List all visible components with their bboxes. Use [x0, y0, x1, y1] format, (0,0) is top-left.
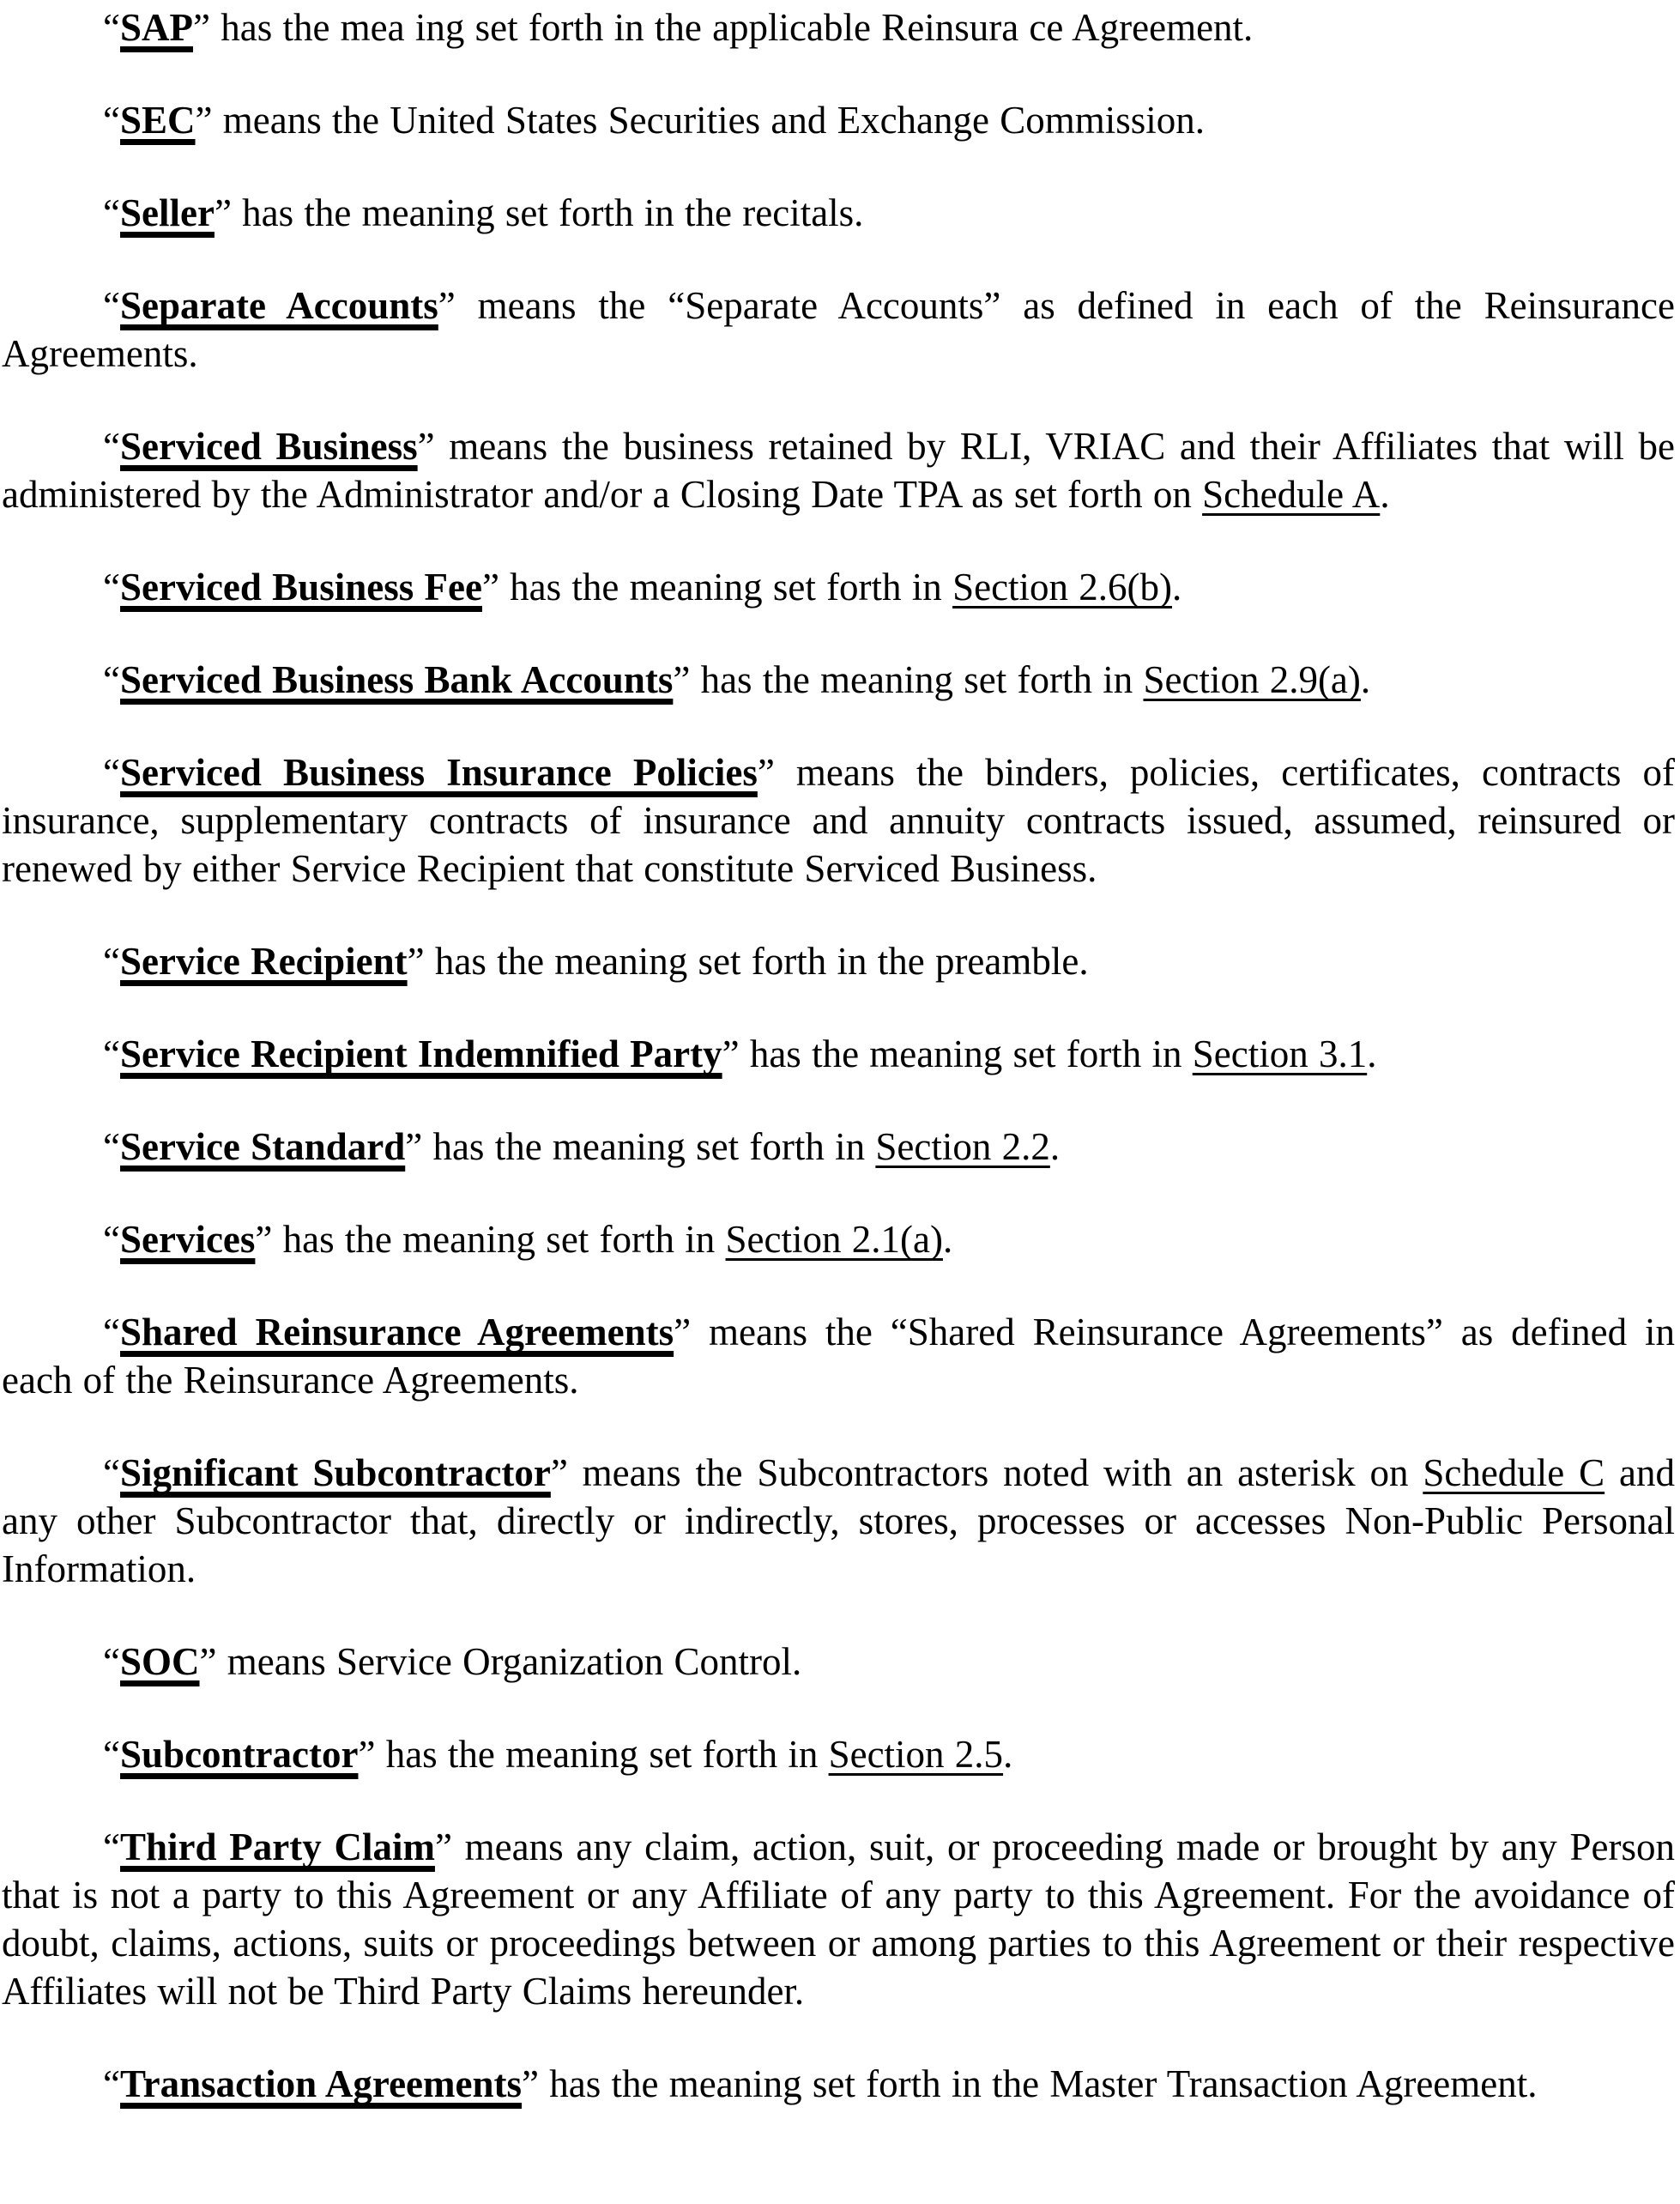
text-run: ” has the meaning set forth in [405, 1125, 876, 1168]
definition-paragraph [2, 1730, 1675, 1778]
definition-paragraph [2, 96, 1675, 144]
text-run: . [942, 1218, 953, 1261]
defined-term: Services [119, 1218, 256, 1261]
text-run: . [1049, 1125, 1061, 1168]
text-run: ” has the meaning set forth in the preamble. [407, 940, 1089, 983]
text-run: “ [103, 1218, 120, 1261]
section-reference: Schedule A [1202, 473, 1381, 516]
text-run: “ [103, 658, 120, 701]
defined-term: Service Recipient Indemnified Party [119, 1032, 722, 1075]
defined-term: Third Party Claim [119, 1826, 435, 1868]
text-run: “ [103, 99, 120, 142]
definition-paragraph [2, 2060, 1675, 2108]
defined-term: Significant Subcontractor [119, 1451, 551, 1494]
definition-paragraph [2, 422, 1675, 518]
text-run: “ [103, 284, 120, 327]
defined-term: Serviced Business Bank Accounts [119, 658, 674, 701]
definition-paragraph [2, 282, 1675, 378]
defined-term: Serviced Business [119, 425, 418, 468]
text-run: ” has the meaning set forth in the recitals. [214, 191, 864, 234]
text-run: “ [103, 191, 120, 234]
defined-term: Seller [119, 191, 215, 234]
section-reference: Section 2.9(a) [1143, 658, 1361, 701]
text-run: and any other Subcontractor that, directly or indirectly, stores, processes or accesses Non-Public Personal Information. [2, 1451, 1675, 1590]
defined-term: SOC [119, 1640, 200, 1683]
definition-paragraph [2, 1638, 1675, 1686]
defined-term: Service Recipient [119, 940, 408, 983]
defined-term: Separate Accounts [119, 284, 438, 327]
text-run: ” means the United States Securities and Exchange Commission. [195, 99, 1206, 142]
definition-paragraph [2, 3, 1675, 51]
text-run: ” has the meaning set forth in [255, 1218, 726, 1261]
text-run: . [1367, 1032, 1377, 1075]
section-reference: Section 2.5 [828, 1733, 1004, 1776]
defined-term: Service Standard [119, 1125, 406, 1168]
text-run: “ [103, 6, 120, 49]
definition-paragraph [2, 1215, 1675, 1263]
text-run: “ [103, 425, 120, 468]
text-run: “ [103, 751, 120, 794]
section-reference: Section 2.6(b) [952, 566, 1173, 609]
definition-paragraph [2, 748, 1675, 893]
text-run: ” means the business retained by RLI, VRIAC and their Affiliates that will be administered by the Administrator and/or a Closing Date TPA as set forth on [2, 425, 1675, 516]
text-run: “ [103, 1311, 120, 1353]
text-run: “ [103, 1640, 120, 1683]
text-run: ” has the meaning set forth in [722, 1032, 1193, 1075]
text-run: ” means Service Organization Control. [199, 1640, 802, 1683]
text-run: “ [103, 2062, 120, 2105]
defined-term: Transaction Agreements [119, 2062, 523, 2105]
defined-term: Serviced Business Insurance Policies [119, 751, 758, 794]
definition-paragraph [2, 937, 1675, 985]
section-reference: Section 2.2 [875, 1125, 1050, 1168]
text-run: “ [103, 566, 120, 609]
text-run: ” has the meaning set forth in [358, 1733, 829, 1776]
defined-term: SAP [119, 6, 193, 49]
definition-paragraph [2, 189, 1675, 237]
definition-paragraph [2, 656, 1675, 704]
text-run: . [1003, 1733, 1013, 1776]
text-run: ” has the meaning set forth in [673, 658, 1144, 701]
text-run: ” has the mea ing set forth in the applicable Reinsura ce Agreement. [193, 6, 1254, 49]
definition-paragraph [2, 1123, 1675, 1171]
text-run: ” has the meaning set forth in [481, 566, 953, 609]
text-run: ” means the “Shared Reinsurance Agreements” as defined in each of the Reinsurance Agreements. [2, 1311, 1675, 1402]
text-run: “ [103, 1451, 120, 1494]
text-run: “ [103, 1733, 120, 1776]
section-reference: Section 2.1(a) [725, 1218, 943, 1261]
text-run: ” means the Subcontractors noted with an asterisk on [550, 1451, 1423, 1494]
text-run: . [1380, 473, 1390, 516]
section-reference: Schedule C [1423, 1451, 1605, 1494]
text-run: ” means the binders, policies, certificates, contracts of insurance, supplementary contracts of insurance and annuity contracts issued, assumed, reinsured or renewed by either Service Recipient that constitute Serviced Business. [2, 751, 1675, 890]
definition-paragraph [2, 1030, 1675, 1078]
definition-paragraph [2, 1823, 1675, 2015]
defined-term: Shared Reinsurance Agreements [119, 1311, 674, 1353]
text-run: ” has the meaning set forth in the Master Transaction Agreement. [522, 2062, 1538, 2105]
text-run: ” means any claim, action, suit, or proceeding made or brought by any Person that is not a party to this Agreement or any Affiliate of any party to this Agreement. For the avoidance of doubt, claims, actions, suits or proceedings between or among parties to this Agreement or their respective Affiliates will not be Third Party Claims hereunder. [2, 1826, 1675, 2013]
defined-term: SEC [119, 99, 196, 142]
text-run: . [1360, 658, 1371, 701]
text-run: “ [103, 1826, 120, 1868]
text-run: “ [103, 940, 120, 983]
text-run: “ [103, 1125, 120, 1168]
text-run: . [1172, 566, 1182, 609]
definition-paragraph [2, 1308, 1675, 1404]
definition-paragraph [2, 1449, 1675, 1593]
text-run: “ [103, 1032, 120, 1075]
definition-paragraph [2, 563, 1675, 611]
text-run: ” means the “Separate Accounts” as defined in each of the Reinsurance Agreements. [2, 284, 1675, 375]
defined-term: Subcontractor [119, 1733, 359, 1776]
section-reference: Section 3.1 [1192, 1032, 1368, 1075]
defined-term: Serviced Business Fee [119, 566, 482, 609]
